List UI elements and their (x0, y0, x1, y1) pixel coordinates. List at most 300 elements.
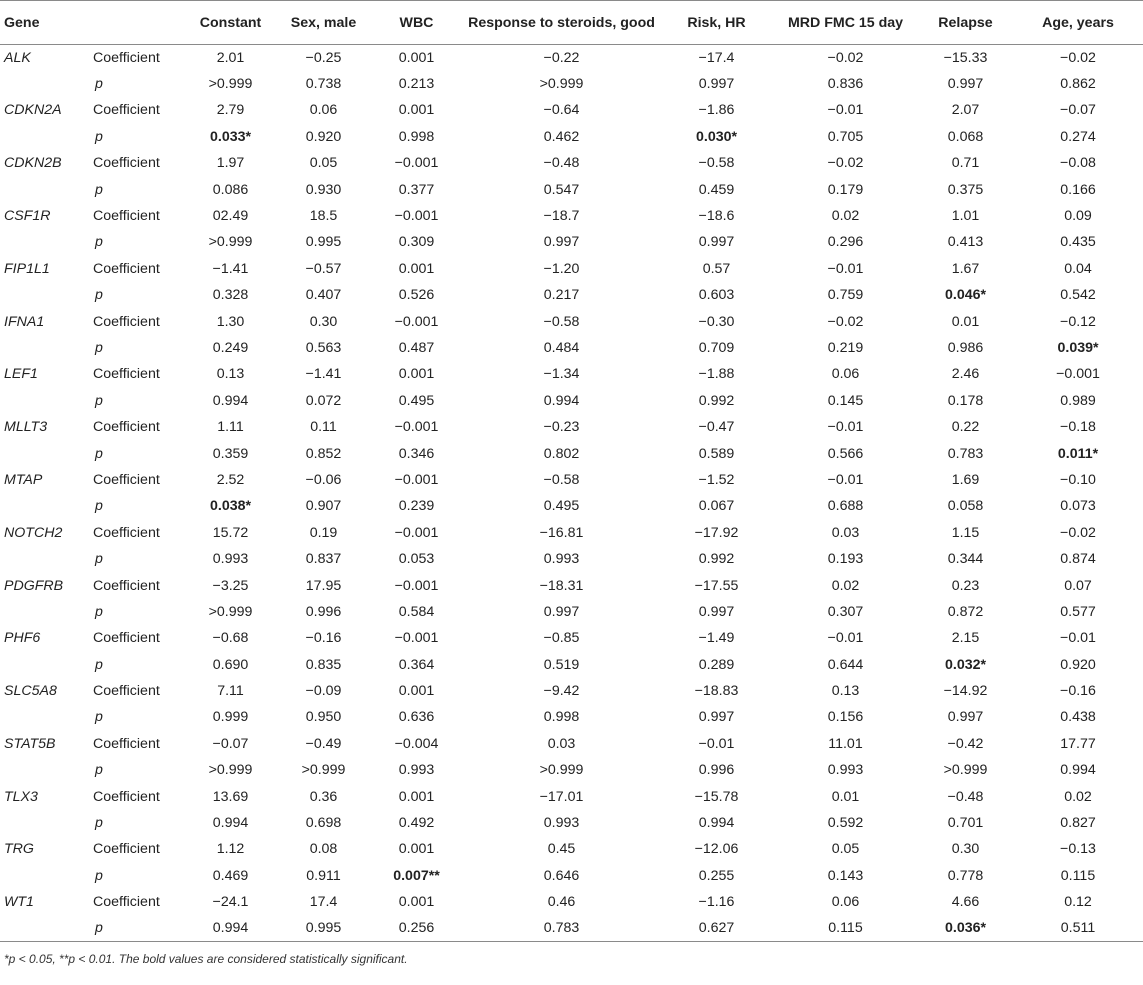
value-cell: 0.05 (309, 155, 338, 172)
value-cell: 2.01 (216, 49, 245, 66)
table-row (0, 150, 1143, 176)
table-row (0, 203, 1143, 229)
statistic-cell: p (91, 915, 184, 941)
value-cell: 0.13 (216, 366, 245, 383)
statistic-cell: p (95, 76, 103, 93)
gene-cell (0, 915, 91, 941)
value-cell: −0.47 (698, 419, 735, 436)
value-cell: −0.001 (394, 630, 439, 647)
value-cell: 0.086 (212, 181, 249, 198)
value-cell: 0.05 (831, 841, 860, 858)
value-cell: 0.802 (543, 445, 580, 462)
value-cell: 0.07 (1064, 577, 1092, 594)
value-cell: −0.001 (394, 577, 439, 594)
value-cell: 0.995 (277, 915, 370, 941)
value-cell: −0.58 (543, 471, 580, 488)
value-cell: 2.79 (216, 102, 245, 119)
value-cell: 0.011* (1057, 445, 1099, 462)
value-cell: 13.69 (212, 788, 249, 805)
value-cell: 0.256 (370, 915, 463, 941)
gene-cell (0, 757, 91, 783)
value-cell: −24.1 (212, 894, 249, 911)
value-cell: 0.930 (305, 181, 342, 198)
gene-cell (0, 335, 91, 361)
value-cell: >0.999 (301, 762, 346, 779)
column-header: Age, years (1013, 1, 1143, 45)
value-cell: −0.001 (394, 419, 439, 436)
value-cell: 0.166 (1060, 181, 1096, 198)
gene-cell: CSF1R (4, 208, 51, 225)
value-cell: 17.95 (305, 577, 342, 594)
value-cell: 0.001 (398, 841, 435, 858)
value-cell: −0.30 (698, 313, 735, 330)
statistic-cell: p (95, 445, 103, 462)
statistic-cell: Coefficient (93, 894, 160, 911)
value-cell: 0.193 (827, 551, 864, 568)
value-cell: 0.239 (398, 498, 435, 515)
value-cell: 0.994 (212, 392, 249, 409)
value-cell: 0.01 (951, 313, 980, 330)
table-row (0, 256, 1143, 282)
value-cell: 0.920 (1060, 656, 1096, 673)
value-cell: 0.738 (305, 76, 342, 93)
value-cell: −0.58 (698, 155, 735, 172)
value-cell: 0.997 (947, 709, 984, 726)
value-cell: −0.10 (1060, 471, 1096, 488)
table-row (0, 414, 1143, 440)
gene-cell: TLX3 (4, 788, 38, 805)
value-cell: 0.484 (543, 339, 580, 356)
gene-cell: IFNA1 (4, 313, 45, 330)
value-cell: >0.999 (208, 234, 253, 251)
value-cell: 0.030* (695, 128, 738, 145)
header-gene: Gene (0, 1, 91, 45)
value-cell: >0.999 (539, 76, 584, 93)
column-header: Relapse (918, 1, 1013, 45)
value-cell: −0.06 (305, 471, 342, 488)
statistic-cell: p (95, 815, 103, 832)
value-cell: −0.13 (1060, 841, 1096, 858)
value-cell: 0.701 (947, 815, 984, 832)
column-header: MRD FMC 15 day (773, 1, 918, 45)
value-cell: 0.328 (212, 287, 249, 304)
gene-cell: CDKN2B (4, 155, 62, 172)
column-header: Sex, male (277, 1, 370, 45)
table-row (0, 440, 1143, 466)
statistic-cell: p (95, 709, 103, 726)
value-cell: −0.08 (1060, 155, 1096, 172)
value-cell: −18.31 (539, 577, 584, 594)
table-row (0, 757, 1143, 783)
value-cell: 0.039* (1057, 339, 1099, 356)
value-cell: 0.01 (831, 788, 860, 805)
value-cell: −0.02 (1060, 49, 1096, 66)
value-cell: −0.16 (305, 630, 342, 647)
value-cell: 0.13 (831, 683, 860, 700)
value-cell: 0.143 (827, 867, 864, 884)
value-cell: 0.346 (398, 445, 435, 462)
value-cell: 0.068 (947, 128, 984, 145)
value-cell: −0.02 (827, 155, 864, 172)
value-cell: 2.07 (951, 102, 980, 119)
value-cell: 0.71 (951, 155, 980, 172)
value-cell: 0.911 (306, 867, 341, 884)
value-cell: 0.778 (947, 867, 984, 884)
value-cell: 17.4 (309, 894, 338, 911)
statistic-cell: Coefficient (93, 419, 160, 436)
value-cell: 0.438 (1060, 709, 1096, 726)
value-cell: −1.52 (698, 471, 735, 488)
value-cell: 0.997 (543, 603, 580, 620)
value-cell: −0.64 (543, 102, 580, 119)
value-cell: −0.001 (394, 471, 439, 488)
value-cell: 0.145 (827, 392, 864, 409)
statistic-cell: p (95, 287, 103, 304)
value-cell: 0.219 (827, 339, 864, 356)
value-cell: 0.09 (1064, 208, 1092, 225)
gene-cell (0, 282, 91, 308)
table-row (0, 915, 1143, 941)
value-cell: −0.42 (947, 735, 984, 752)
gene-cell (0, 176, 91, 202)
value-cell: 0.11 (310, 419, 337, 436)
value-cell: >0.999 (208, 76, 253, 93)
value-cell: 0.997 (698, 234, 735, 251)
gene-cell (0, 229, 91, 255)
value-cell: 0.001 (398, 102, 435, 119)
value-cell: 0.19 (309, 524, 338, 541)
value-cell: 0.06 (831, 366, 860, 383)
value-cell: 0.989 (1060, 392, 1096, 409)
value-cell: 0.566 (827, 445, 864, 462)
column-header: Response to steroids, good (463, 1, 660, 45)
statistic-cell: Coefficient (93, 841, 160, 858)
gene-cell: PDGFRB (4, 577, 64, 594)
value-cell: 0.12 (1064, 894, 1092, 911)
statistic-cell: p (95, 234, 103, 251)
value-cell: −0.57 (305, 260, 342, 277)
value-cell: >0.999 (539, 762, 584, 779)
value-cell: 0.053 (398, 551, 435, 568)
value-cell: −9.42 (543, 683, 580, 700)
value-cell: −0.001 (394, 313, 439, 330)
value-cell: −0.01 (827, 102, 864, 119)
value-cell: 15.72 (212, 524, 249, 541)
gene-cell: MLLT3 (4, 419, 48, 436)
value-cell: 0.02 (831, 577, 860, 594)
value-cell: 0.577 (1060, 603, 1096, 620)
value-cell: 0.526 (398, 287, 435, 304)
value-cell: 0.067 (698, 498, 735, 515)
value-cell: 0.007** (393, 867, 440, 884)
value-cell: 0.289 (698, 656, 735, 673)
value-cell: 0.06 (831, 894, 860, 911)
value-cell: −1.49 (698, 630, 735, 647)
value-cell: 0.001 (398, 49, 435, 66)
column-header: WBC (370, 1, 463, 45)
value-cell: 1.01 (951, 208, 980, 225)
value-cell: 0.309 (398, 234, 435, 251)
statistic-cell: p (95, 392, 103, 409)
value-cell: −0.01 (1060, 630, 1096, 647)
value-cell: 0.690 (212, 656, 249, 673)
gene-cell: WT1 (4, 894, 34, 911)
value-cell: 0.584 (398, 603, 435, 620)
value-cell: −0.001 (1056, 366, 1100, 383)
value-cell: −1.34 (543, 366, 580, 383)
value-cell: 0.213 (398, 76, 435, 93)
value-cell: 1.67 (951, 260, 980, 277)
table-row (0, 229, 1143, 255)
table-row (0, 889, 1143, 915)
value-cell: 0.001 (398, 894, 435, 911)
value-cell: 0.04 (1064, 260, 1092, 277)
value-cell: 0.23 (951, 577, 980, 594)
table-row (0, 124, 1143, 150)
value-cell: 0.375 (947, 181, 984, 198)
value-cell: 0.993 (827, 762, 864, 779)
statistic-cell: Coefficient (93, 208, 160, 225)
value-cell: 0.603 (698, 287, 735, 304)
table-row (0, 45, 1143, 71)
value-cell: −18.7 (543, 208, 580, 225)
value-cell: 0.001 (398, 366, 435, 383)
value-cell: −0.25 (305, 49, 342, 66)
statistic-cell: p (95, 656, 103, 673)
value-cell: >0.999 (208, 762, 253, 779)
statistic-cell: Coefficient (93, 471, 160, 488)
table-header-row (0, 1, 1143, 45)
value-cell: −1.41 (212, 260, 249, 277)
value-cell: 0.156 (827, 709, 864, 726)
value-cell: 0.592 (827, 815, 864, 832)
statistic-cell: Coefficient (93, 630, 160, 647)
table-row (0, 731, 1143, 757)
value-cell: 0.08 (309, 841, 338, 858)
table-footnote: *p < 0.05, **p < 0.01. The bold values are considered statistically significant. (4, 952, 408, 967)
table-row (0, 863, 1143, 889)
value-cell: 0.547 (543, 181, 580, 198)
statistic-cell: p (95, 181, 103, 198)
value-cell: 0.783 (947, 445, 984, 462)
value-cell: −18.83 (694, 683, 739, 700)
value-cell: −0.58 (543, 313, 580, 330)
value-cell: −0.001 (394, 208, 439, 225)
value-cell: 0.115 (1060, 867, 1096, 884)
value-cell: 0.644 (827, 656, 864, 673)
value-cell: 0.03 (831, 524, 860, 541)
gene-cell (0, 599, 91, 625)
value-cell: 0.920 (305, 128, 342, 145)
value-cell: −0.49 (305, 735, 342, 752)
value-cell: 0.950 (305, 709, 342, 726)
value-cell: −0.85 (543, 630, 580, 647)
statistic-cell: p (95, 128, 103, 145)
value-cell: 0.255 (698, 867, 735, 884)
value-cell: 0.072 (305, 392, 342, 409)
value-cell: 7.11 (217, 683, 244, 700)
value-cell: 0.646 (543, 867, 580, 884)
table-row (0, 520, 1143, 546)
table-row (0, 308, 1143, 334)
value-cell: 0.874 (1060, 551, 1096, 568)
table-body (0, 45, 1143, 942)
column-header: Constant (184, 1, 277, 45)
table-row (0, 388, 1143, 414)
statistic-cell: p (95, 867, 103, 884)
value-cell: 0.705 (827, 128, 864, 145)
statistic-cell: Coefficient (93, 735, 160, 752)
gene-cell: NOTCH2 (4, 524, 63, 541)
value-cell: >0.999 (943, 762, 988, 779)
table-row (0, 572, 1143, 598)
table-row (0, 493, 1143, 519)
header-stat (91, 1, 184, 45)
value-cell: 0.058 (947, 498, 984, 515)
value-cell: −1.41 (305, 366, 342, 383)
value-cell: 0.997 (543, 234, 580, 251)
value-cell: 0.495 (543, 498, 580, 515)
value-cell: −0.68 (212, 630, 249, 647)
value-cell: 0.997 (698, 603, 735, 620)
table-row (0, 704, 1143, 730)
value-cell: 0.627 (660, 915, 773, 941)
statistic-cell: Coefficient (93, 49, 160, 66)
value-cell: 0.998 (398, 128, 435, 145)
value-cell: 0.178 (947, 392, 984, 409)
gene-cell: STAT5B (4, 735, 56, 752)
gene-cell (0, 71, 91, 97)
value-cell: >0.999 (208, 603, 253, 620)
statistic-cell: p (95, 762, 103, 779)
value-cell: 0.344 (947, 551, 984, 568)
value-cell: 0.22 (951, 419, 980, 436)
value-cell: 2.15 (951, 630, 980, 647)
value-cell: −0.07 (1060, 102, 1096, 119)
value-cell: 0.986 (947, 339, 984, 356)
value-cell: 0.709 (698, 339, 735, 356)
value-cell: −0.01 (698, 735, 735, 752)
statistic-cell: p (95, 339, 103, 356)
value-cell: −0.48 (543, 155, 580, 172)
value-cell: −15.33 (943, 49, 988, 66)
value-cell: 0.993 (212, 551, 249, 568)
value-cell: 0.274 (1060, 128, 1096, 145)
value-cell: 0.30 (309, 313, 338, 330)
value-cell: 0.997 (947, 76, 984, 93)
value-cell: 0.994 (698, 815, 735, 832)
value-cell: −0.02 (827, 49, 864, 66)
value-cell: 0.001 (398, 788, 435, 805)
gene-cell: ALK (4, 49, 31, 66)
value-cell: 0.993 (543, 551, 580, 568)
value-cell: 0.02 (1064, 788, 1092, 805)
statistic-cell: Coefficient (93, 366, 160, 383)
value-cell: −15.78 (694, 788, 739, 805)
column-header: Risk, HR (660, 1, 773, 45)
table-row (0, 335, 1143, 361)
value-cell: 0.636 (398, 709, 435, 726)
value-cell: 17.77 (1060, 735, 1096, 752)
statistic-cell: Coefficient (93, 683, 160, 700)
value-cell: 0.492 (398, 815, 435, 832)
gene-cell: PHF6 (4, 630, 41, 647)
value-cell: 0.993 (398, 762, 435, 779)
gene-cell: SLC5A8 (4, 683, 57, 700)
table-row (0, 282, 1143, 308)
value-cell: −17.01 (539, 788, 584, 805)
value-cell: 0.994 (543, 392, 580, 409)
value-cell: 0.997 (698, 709, 735, 726)
value-cell: 0.872 (947, 603, 984, 620)
value-cell: 0.46 (547, 894, 576, 911)
value-cell: −3.25 (212, 577, 249, 594)
value-cell: 0.038* (209, 498, 252, 515)
value-cell: 0.06 (309, 102, 338, 119)
value-cell: 0.30 (951, 841, 980, 858)
value-cell: −18.6 (698, 208, 735, 225)
value-cell: 1.97 (216, 155, 245, 172)
value-cell: 1.15 (951, 524, 980, 541)
value-cell: 11.01 (828, 735, 863, 752)
value-cell: 0.435 (1060, 234, 1096, 251)
value-cell: −0.07 (212, 735, 249, 752)
value-cell: 0.994 (212, 815, 249, 832)
value-cell: 0.249 (212, 339, 249, 356)
value-cell: 0.999 (212, 709, 249, 726)
table-row (0, 810, 1143, 836)
statistic-cell: p (95, 498, 103, 515)
value-cell: 18.5 (309, 208, 338, 225)
value-cell: 0.407 (305, 287, 342, 304)
table-row (0, 176, 1143, 202)
value-cell: 0.073 (1060, 498, 1096, 515)
value-cell: −1.20 (543, 260, 580, 277)
value-cell: −0.22 (543, 49, 580, 66)
value-cell: 0.033* (209, 128, 252, 145)
value-cell: 0.998 (543, 709, 580, 726)
value-cell: 0.115 (773, 915, 918, 941)
value-cell: 0.032* (944, 656, 987, 673)
value-cell: −0.01 (827, 260, 864, 277)
value-cell: 0.688 (827, 498, 864, 515)
value-cell: 2.46 (951, 366, 980, 383)
value-cell: −1.88 (698, 366, 735, 383)
value-cell: 0.459 (698, 181, 735, 198)
value-cell: 0.511 (1013, 915, 1143, 941)
gene-cell: FIP1L1 (4, 260, 50, 277)
value-cell: −17.92 (694, 524, 739, 541)
table-row (0, 467, 1143, 493)
value-cell: 0.57 (702, 260, 731, 277)
value-cell: 0.377 (398, 181, 435, 198)
value-cell: 0.495 (398, 392, 435, 409)
value-cell: 0.994 (184, 915, 277, 941)
gene-cell: CDKN2A (4, 102, 62, 119)
value-cell: 0.179 (827, 181, 864, 198)
value-cell: 0.759 (827, 287, 864, 304)
value-cell: 0.001 (398, 260, 435, 277)
value-cell: 0.993 (543, 815, 580, 832)
gene-cell (0, 651, 91, 677)
statistic-cell: Coefficient (93, 577, 160, 594)
value-cell: 0.862 (1060, 76, 1096, 93)
statistic-cell: Coefficient (93, 788, 160, 805)
value-cell: 0.307 (827, 603, 864, 620)
value-cell: 0.542 (1060, 287, 1096, 304)
gene-cell (0, 810, 91, 836)
gene-cell (0, 440, 91, 466)
